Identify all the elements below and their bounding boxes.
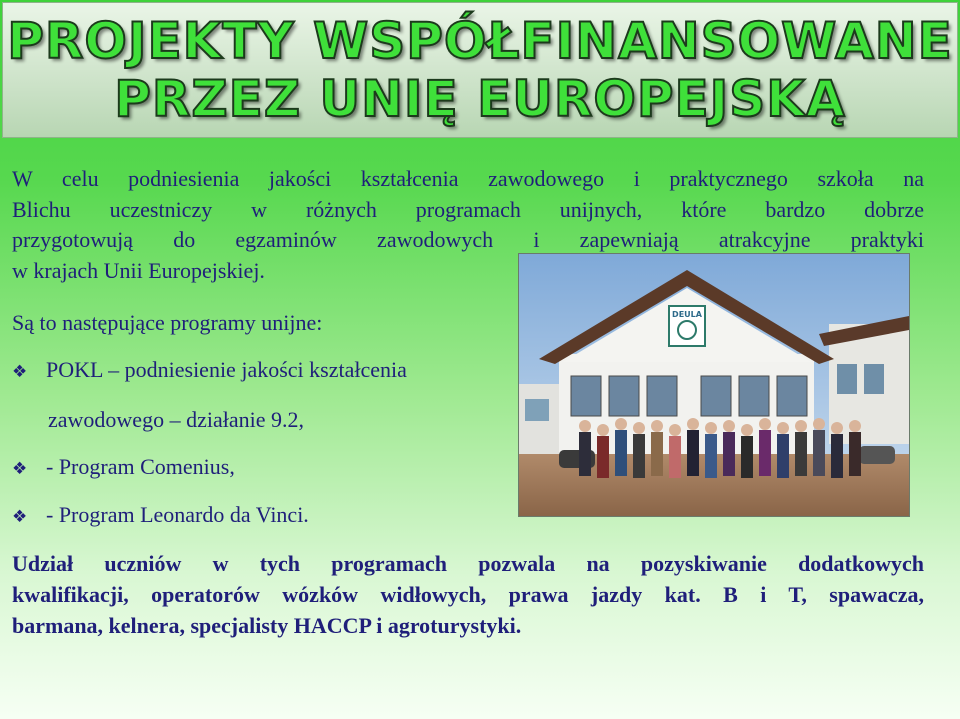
program-item-label: - Program Leonardo da Vinci. [46, 502, 309, 527]
title-banner [2, 2, 958, 138]
group-photo [518, 253, 910, 517]
photo-sign-text: DEULA [672, 310, 702, 319]
program-item-leonardo [12, 500, 309, 532]
title-line-2: PRZEZ UNIĘ EUROPEJSKĄ [114, 70, 846, 128]
program-item-label: - Program Comenius, [46, 454, 235, 479]
outro-line: Udział uczniów w tych programach pozwala na pozyskiwanie dodatkowych [12, 551, 924, 576]
intro-line: Blichu uczestniczy w różnych programach unijnych, które bardzo dobrze [12, 196, 924, 222]
title-line-1: PROJEKTY WSPÓŁFINANSOWANE [7, 12, 953, 70]
program-item-label: POKL – podniesienie jakości kształcenia [46, 357, 407, 382]
bullet-diamond-icon: ❖ [12, 362, 28, 382]
program-item-comenius [12, 452, 235, 484]
program-item-pokl [12, 355, 407, 387]
bullet-diamond-icon: ❖ [12, 459, 28, 479]
programs-heading: Są to następujące programy unijne: [12, 310, 323, 335]
outro-line: barmana, kelnera, specjalisty HACCP i agroturystyki. [12, 613, 522, 638]
program-item-pokl-continuation: zawodowego – działanie 9.2, [48, 407, 304, 432]
bullet-diamond-icon: ❖ [12, 507, 28, 527]
intro-line: W celu podniesienia jakości kształcenia zawodowego i praktycznego szkoła na [12, 166, 924, 191]
group-photo-illustration [519, 254, 909, 516]
intro-line: w krajach Unii Europejskiej. [12, 257, 265, 283]
outro-line: kwalifikacji, operatorów wózków widłowych, prawa jazdy kat. B i T, spawacza, [12, 582, 924, 607]
intro-line: przygotowują do egzaminów zawodowych i zapewniają atrakcyjne praktyki [12, 227, 924, 252]
outro-paragraph [12, 548, 924, 641]
